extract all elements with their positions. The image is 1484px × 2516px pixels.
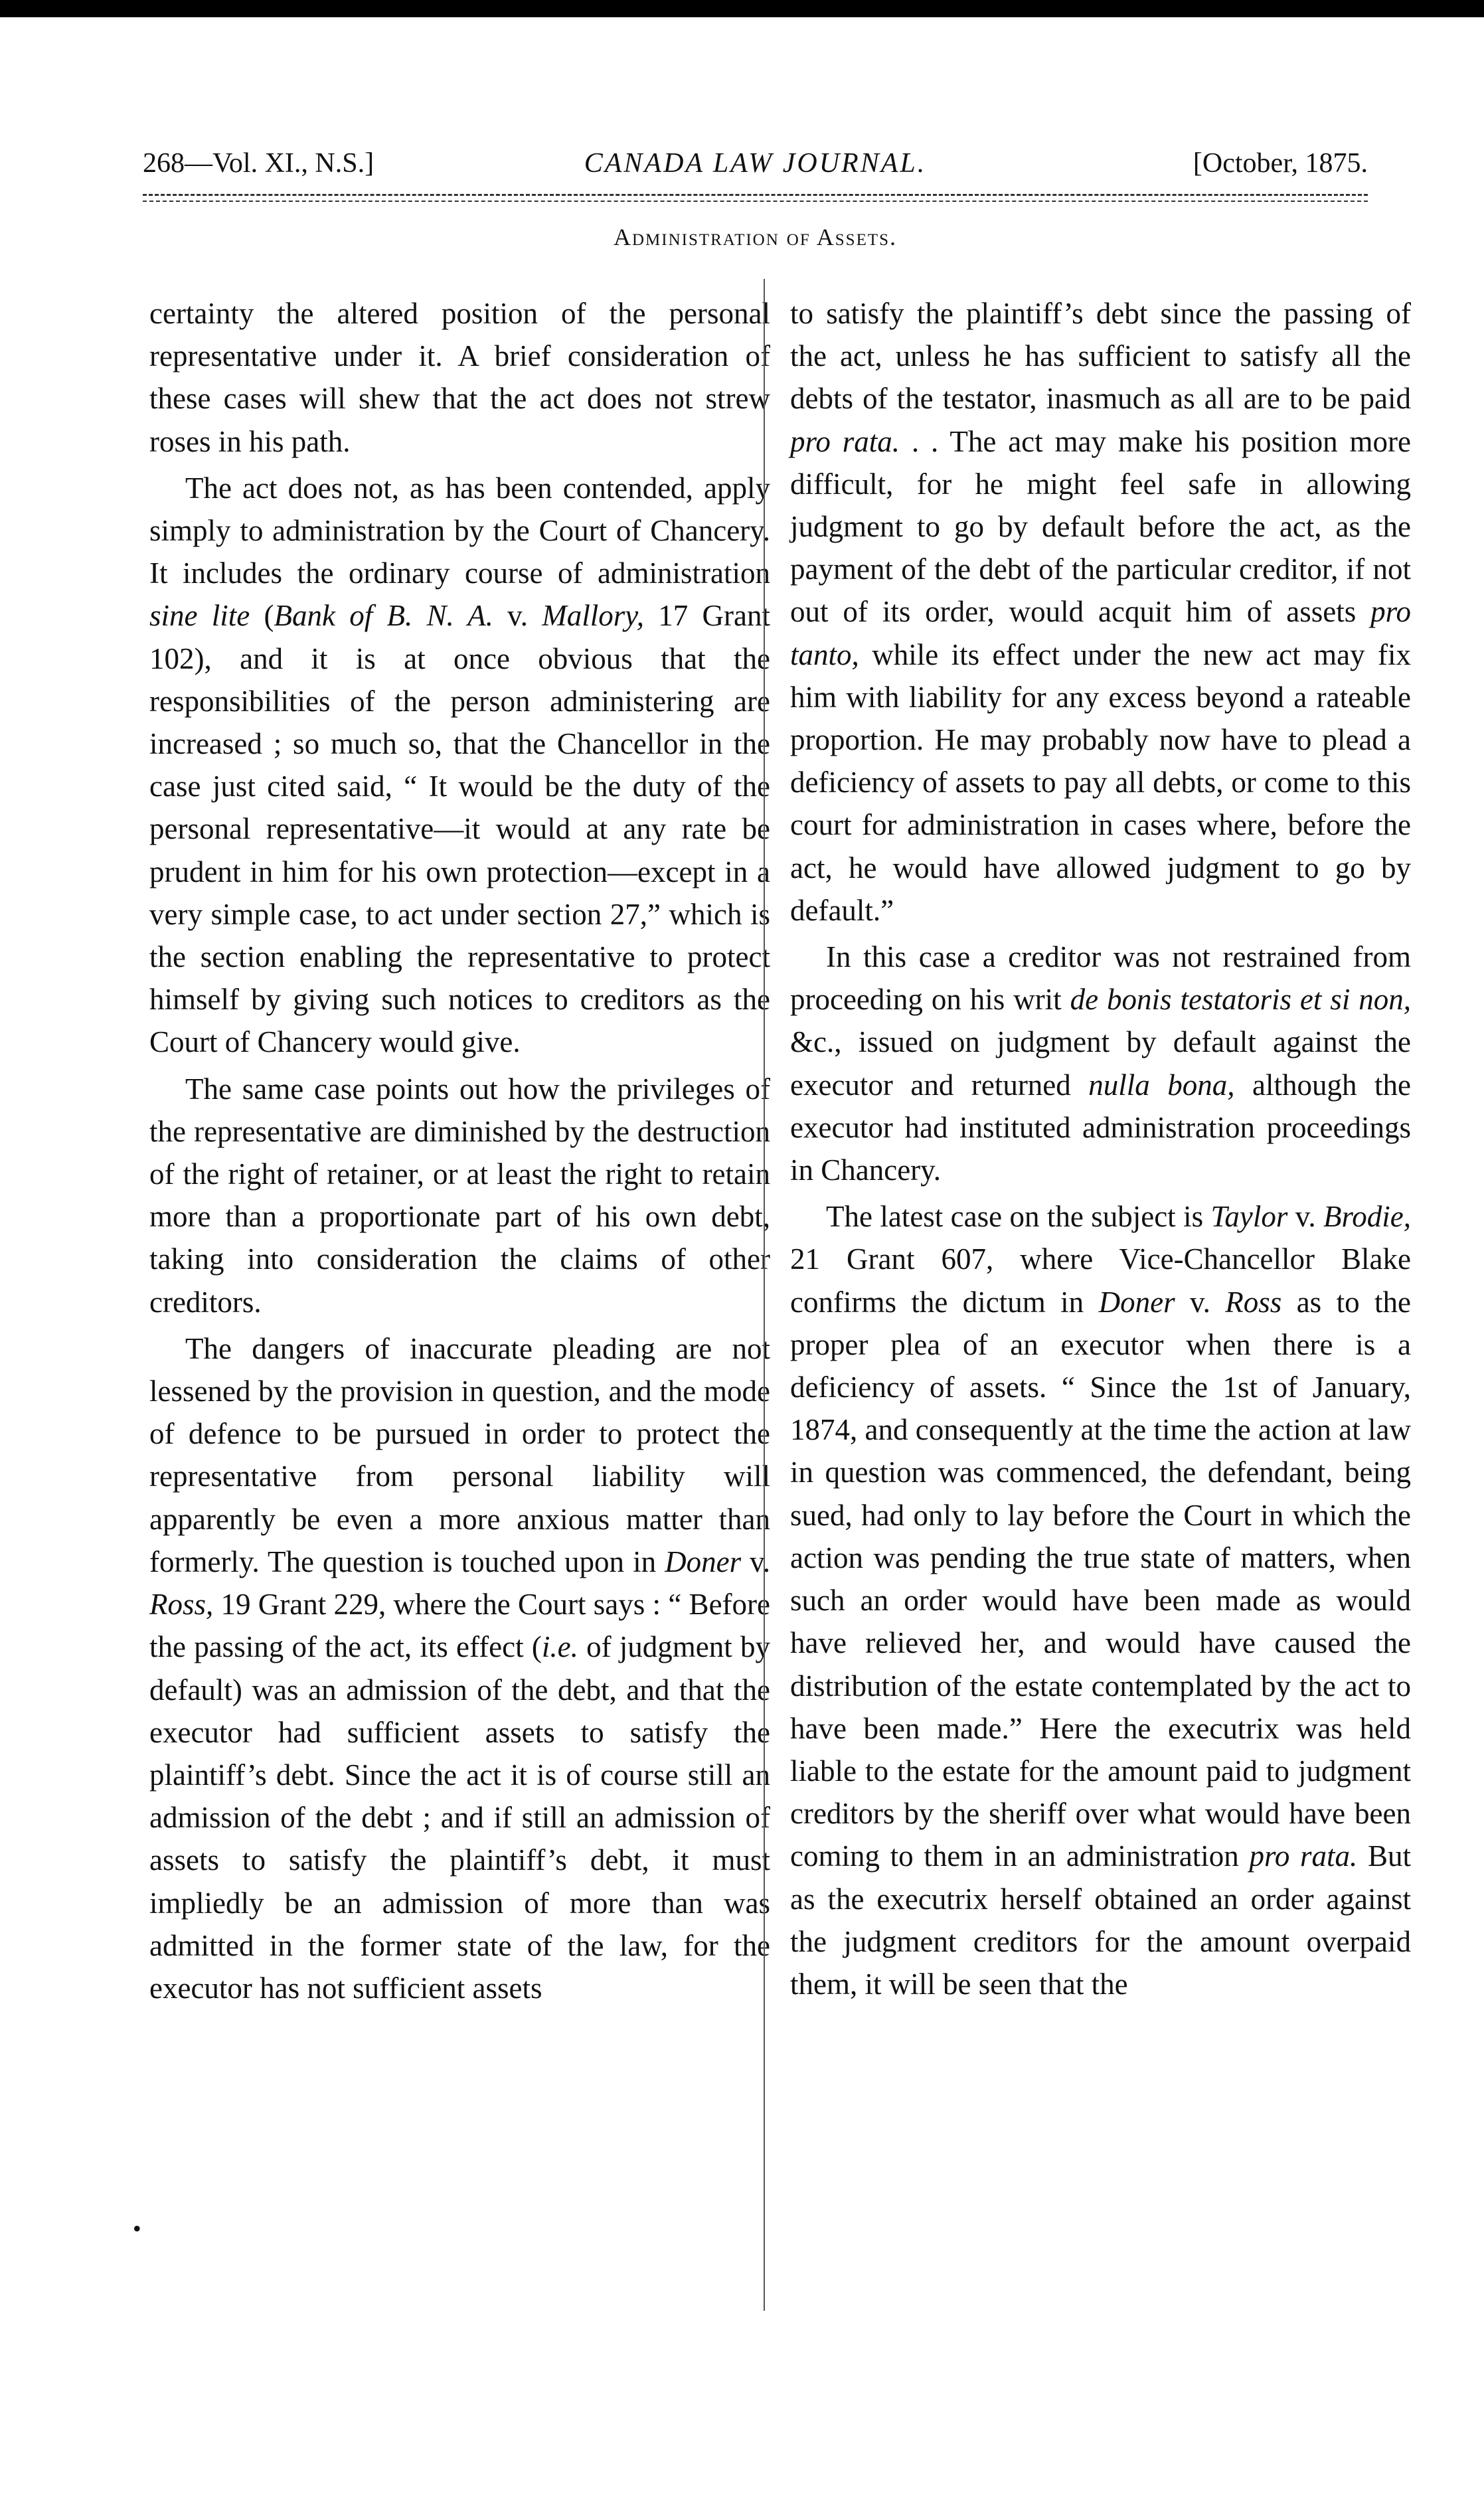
text-run: The dangers of inaccurate pleading are not lessened by the provision in question, and the mode of defence to be pursued in order to protect the representative from personal liability will apparently be even a more anxious matter than formerly. The question is touched upon in [149, 1331, 770, 1578]
header-rule [143, 194, 1368, 196]
text-run: The act does not, as has been contended, apply simply to administration by the Court of Chancery. It includes the ordinary course of administration [149, 471, 770, 590]
italic-text: nulla bona, [1088, 1068, 1235, 1102]
paragraph [149, 1068, 770, 1323]
column-rule [764, 279, 765, 2311]
italic-text: Doner [665, 1545, 742, 1578]
text-run: . . The act may make his position more difficult, for he might feel safe in allowing judgment to go by default before the act, as the payment of the debt of the particular creditor, if not out of its order, would acquit him of assets [790, 424, 1411, 629]
paragraph [149, 467, 770, 1064]
italic-text: Ross, [149, 1588, 214, 1622]
page-volume: 268—Vol. XI., N.S.] [143, 148, 374, 179]
text-run: 21 Grant 607, where Vice-Chancellor Blake confirms the dictum in [790, 1242, 1411, 1319]
text-run: The same case points out how the privileges of the representative are diminished by the destruction of the right of retainer, or at least the right to retain more than a proportionate part of his own debt, taking into consideration the claims of other creditors. [149, 1072, 770, 1319]
text-run: 17 Grant 102), and it is at once obvious that the responsibilities of the person administering are increased ; so much so, that the Chancellor in the case just cited said, “ It would be the duty of the personal representative—it would at any rate be prudent in him for his own protection—except in a very simple case, to act under section 27,” which is the section enabling the representative to protect himself by giving such notices to creditors as the Court of Chancery would give. [149, 599, 771, 1059]
text-run: 19 Grant 229, where the Court says : “ Before the passing of the act, its effect ( [149, 1588, 770, 1664]
italic-text: pro rata. [790, 424, 900, 458]
journal-title: CANADA LAW JOURNAL. [584, 148, 927, 179]
paragraph [790, 936, 1411, 1191]
paragraph [149, 1327, 770, 2009]
italic-text: Brodie, [1323, 1200, 1412, 1234]
running-head [143, 147, 1368, 187]
text-run: v. [1287, 1200, 1323, 1234]
text-run: certainty the altered position of the personal representative under it. A brief consideration of these cases will shew that the act does not strew roses in his path. [149, 297, 770, 458]
text-run: of judgment by default) was an admission of the debt, and that the executor had sufficient assets to satisfy the plaintiff’s debt. Since the act it is of course still an admission of the debt ; and if still an admission of assets to satisfy the plaintiff’s debt, it must impliedly be an admission of more than was admitted in the former state of the law, for the executor has not sufficient assets [149, 1630, 771, 2005]
text-run: while its effect under the new act may fix him with liability for any excess beyond a rateable proportion. He may probably now have to plead a deficiency of assets to pay all debts, or come to this court for administration in cases where, before the act, he would have allowed judgment to go by default.” [790, 637, 1411, 927]
italic-text: pro tanto, [790, 595, 1411, 671]
paragraph [790, 292, 1411, 932]
text-run: v. [741, 1545, 770, 1578]
italic-text: Doner [1098, 1285, 1175, 1319]
margin-mark: • [133, 2215, 141, 2242]
text-run: The latest case on the subject is [826, 1200, 1211, 1234]
text-run: v. [1175, 1285, 1226, 1319]
text-run: &c., issued on judgment by default against the executor and returned [790, 1025, 1411, 1102]
text-run: ( [250, 599, 274, 633]
text-run: v. [493, 599, 542, 633]
italic-text: Ross [1225, 1285, 1282, 1319]
right-column [790, 292, 1411, 2009]
header-rule-lower [143, 201, 1368, 202]
text-run: although the executor had instituted administration proceedings in Chancery. [790, 1068, 1411, 1187]
italic-text: Taylor [1210, 1200, 1288, 1234]
italic-text: sine lite [149, 599, 250, 633]
text-run: But as the executrix herself obtained an order against the judgment creditors for the amount overpaid them, it will be seen that the [790, 1839, 1411, 2001]
text-run: as to the proper plea of an executor when there is a deficiency of assets. “ Since the 1st of January, 1874, and consequently at the time the action at law in question was commenced, the defendant, being sued, had only to lay before the Court in which the action was pending the true state of matters, when such an order would have been made as would have relieved her, and would have caused the distribution of the estate contemplated by the act to have been made.” Here the executrix was held liable to the estate for the amount paid to judgment creditors by the sheriff over what would have been coming to them in an administration [790, 1285, 1412, 1873]
left-column [149, 292, 770, 2013]
italic-text: pro rata. [1249, 1839, 1358, 1873]
paragraph [790, 1195, 1411, 2005]
scan-top-edge [0, 0, 1484, 17]
text-run: In this case a creditor was not restrained from proceeding on his writ [790, 940, 1411, 1017]
italic-text: de bonis testatoris et si non, [1070, 983, 1411, 1017]
paragraph [149, 292, 770, 463]
italic-text: Bank of B. N. A. [274, 599, 493, 633]
italic-text: Mallory, [542, 599, 645, 633]
text-run: to satisfy the plaintiff’s debt since the passing of the act, unless he has sufficient to satisfy all the debts of the testator, inasmuch as all are to be paid [790, 297, 1411, 416]
issue-date: [October, 1875. [1193, 148, 1368, 179]
italic-text: i.e. [541, 1630, 578, 1664]
section-title: Administration of Assets. [613, 224, 898, 250]
